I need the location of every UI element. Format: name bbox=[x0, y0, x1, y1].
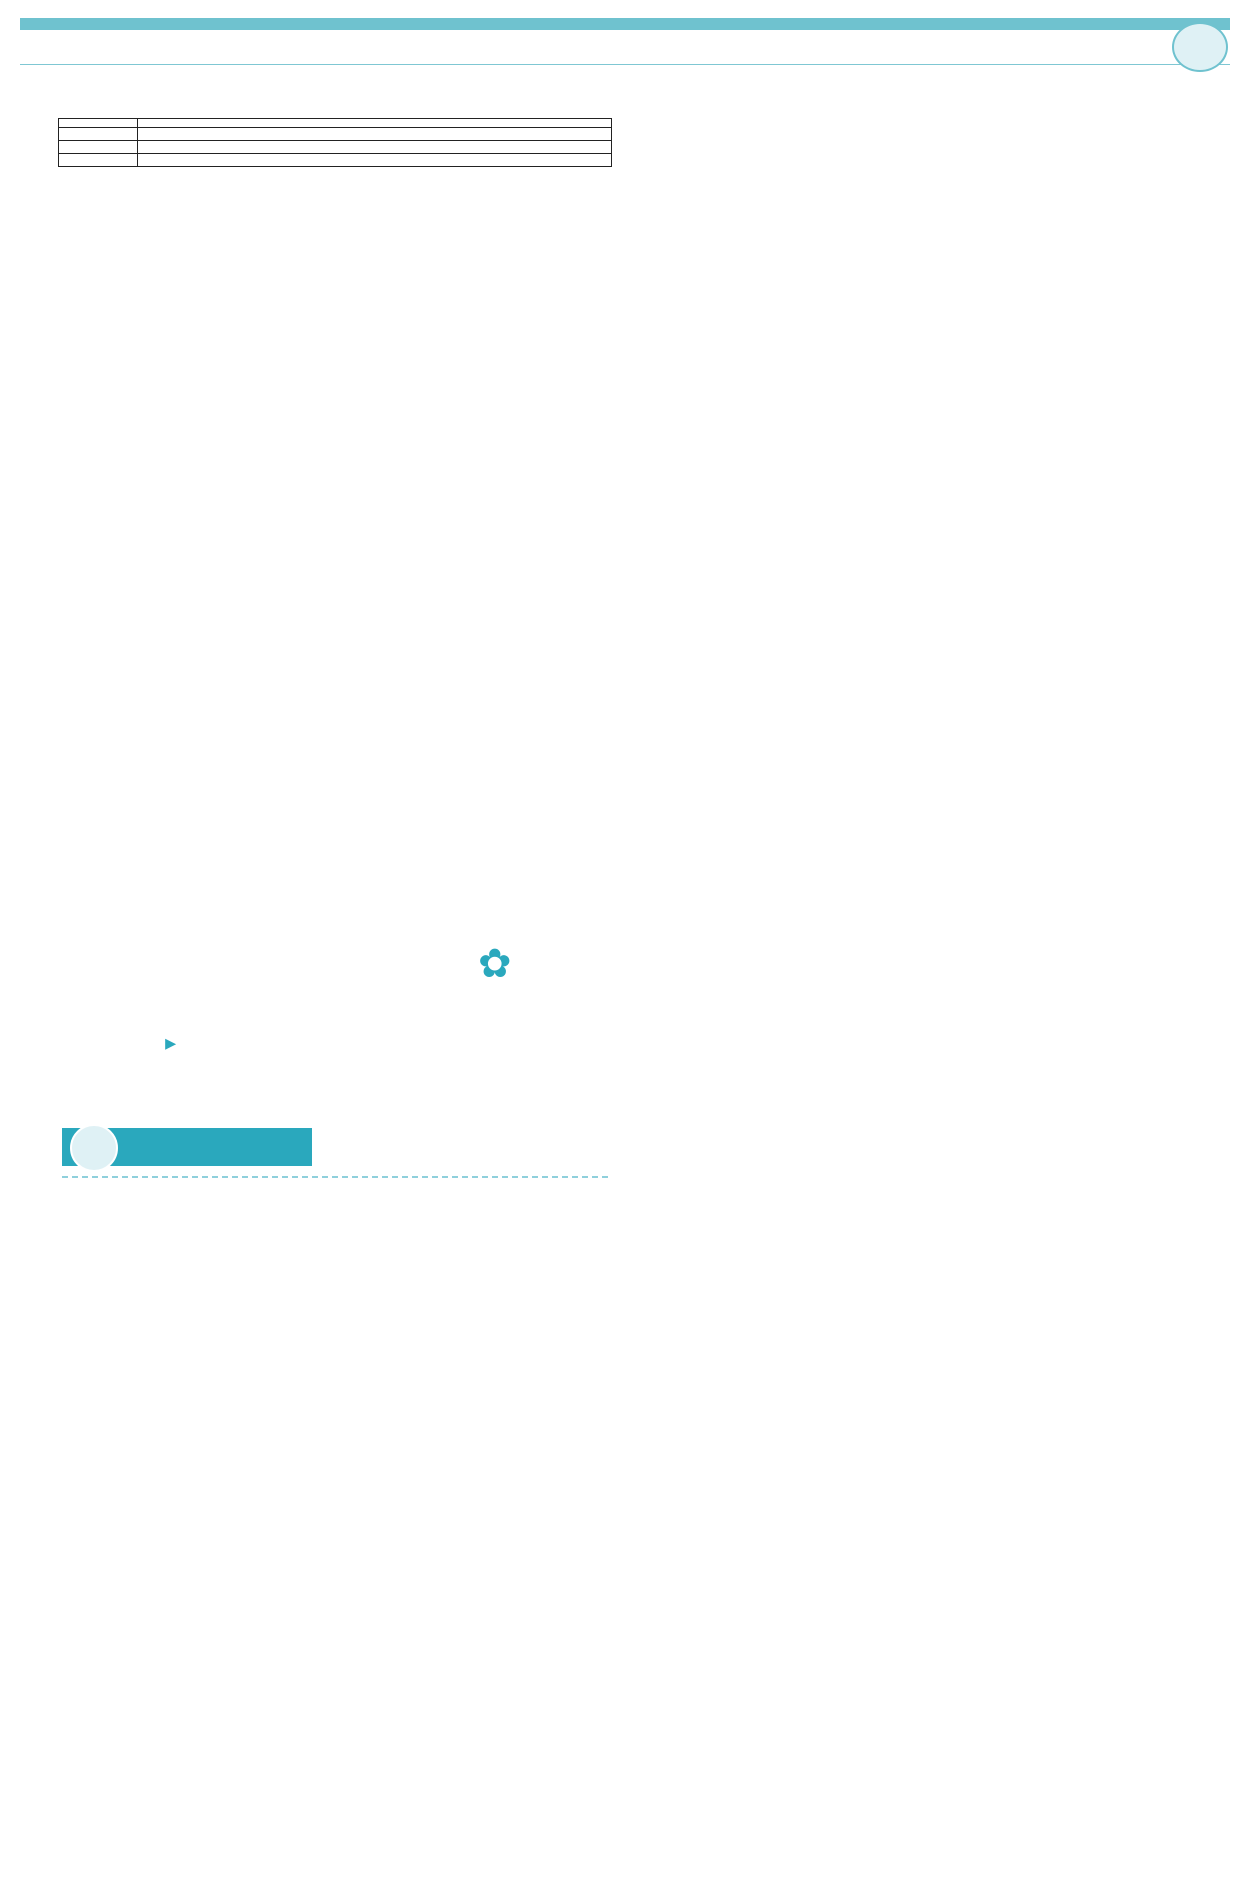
star-icon: ✿ bbox=[478, 941, 512, 987]
mascot-icon bbox=[70, 1124, 118, 1172]
analysis-cell bbox=[138, 128, 612, 141]
table-row bbox=[59, 128, 612, 141]
basic-section-divider bbox=[62, 1176, 608, 1178]
right-top-block bbox=[636, 98, 1194, 134]
analysis-table-q5 bbox=[58, 118, 612, 167]
option-cell bbox=[59, 128, 138, 141]
col-header-option bbox=[59, 119, 138, 128]
mascot-icon bbox=[1172, 22, 1228, 72]
analysis-cell bbox=[138, 154, 612, 167]
top-banner-bar bbox=[20, 18, 1230, 30]
chevron-right-icon: ▸ bbox=[165, 1031, 177, 1056]
q6-answer-line1 bbox=[56, 550, 614, 586]
table-row bbox=[59, 154, 612, 167]
q5-left bbox=[56, 94, 74, 120]
option-cell bbox=[59, 154, 138, 167]
col-header-analysis bbox=[138, 119, 612, 128]
lesson-heading bbox=[112, 1020, 188, 1058]
option-cell bbox=[59, 141, 138, 154]
table-row bbox=[59, 141, 612, 154]
q6-block bbox=[56, 550, 614, 586]
q7-answer-line1 bbox=[636, 98, 1194, 134]
table-header-row bbox=[59, 119, 612, 128]
analysis-cell bbox=[138, 141, 612, 154]
header-underline bbox=[20, 64, 1230, 65]
